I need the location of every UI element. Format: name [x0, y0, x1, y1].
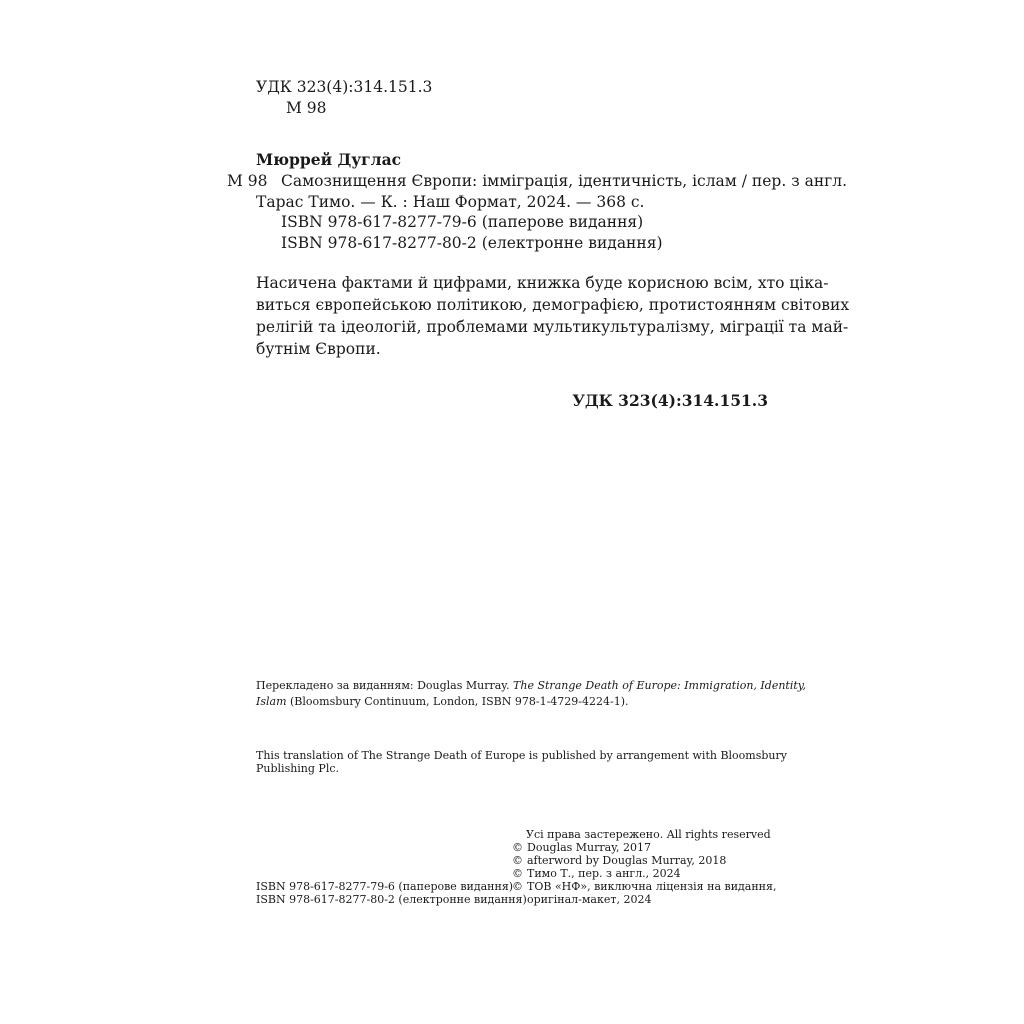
annotation-line: виться європейською політикою, демографією, протистоянням світових: [256, 296, 850, 314]
copyright-icon: ©: [512, 867, 523, 880]
udk-header: УДК 323(4):314.151.3: [256, 78, 433, 96]
translated-from: [256, 678, 807, 710]
arrangement-line1: This translation of The Strange Death of Europe is published by arrangement with Bloomsbury: [256, 749, 787, 762]
entry-code: М 98: [227, 172, 268, 190]
footer-isbn-electronic: ISBN 978-617-8277-80-2 (електронне видання): [256, 893, 527, 906]
arrangement-line2: Publishing Plc.: [256, 762, 340, 775]
footer-isbn-paper: ISBN 978-617-8277-79-6 (паперове видання): [256, 880, 514, 893]
copyright-icon: ©: [512, 854, 523, 867]
copyright-row: оригінал-макет, 2024: [527, 893, 652, 906]
annotation-line: релігій та ідеологій, проблемами мультикультуралізму, міграції та май-: [256, 318, 849, 336]
copyright-row: © afterword by Douglas Murray, 2018: [512, 854, 727, 867]
translated-prefix: Перекладено за виданням: Douglas Murray.: [256, 679, 514, 692]
original-title-italic: The Strange Death of Europe: Immigration, Identity,: [513, 679, 807, 692]
copyright-icon: ©: [512, 841, 523, 854]
udk-bottom: УДК 323(4):314.151.3: [572, 391, 768, 410]
copyright-row: © Douglas Murray, 2017: [512, 841, 651, 854]
copyright-row: © Тимо Т., пер. з англ., 2024: [512, 867, 681, 880]
entry-isbn-paper: ISBN 978-617-8277-79-6 (паперове видання): [281, 213, 644, 231]
original-publisher: (Bloomsbury Continuum, London, ISBN 978-1-4729-4224-1).: [286, 695, 629, 708]
annotation-line: бутнім Європи.: [256, 340, 381, 358]
copyright-icon: ©: [512, 880, 523, 893]
entry-isbn-electronic: ISBN 978-617-8277-80-2 (електронне видання): [281, 234, 663, 252]
author-name: Мюррей Дуглас: [256, 150, 402, 169]
rights-header: Усі права застережено. All rights reserved: [526, 828, 771, 841]
rights-list: [512, 841, 776, 906]
entry-title-line2: Тарас Тимо. — К. : Наш Формат, 2024. — 368 с.: [256, 193, 645, 211]
copyright-row: © ТОВ «НФ», виключна ліцензія на видання,: [512, 880, 777, 893]
author-code-header: М 98: [286, 99, 327, 117]
annotation-line: Насичена фактами й цифрами, книжка буде корисною всім, хто ціка-: [256, 274, 829, 292]
original-title-italic-end: Islam: [256, 695, 287, 708]
annotation-paragraph: [256, 272, 850, 360]
entry-title-line1: Самознищення Європи: імміграція, ідентичність, іслам / пер. з англ.: [281, 172, 848, 190]
